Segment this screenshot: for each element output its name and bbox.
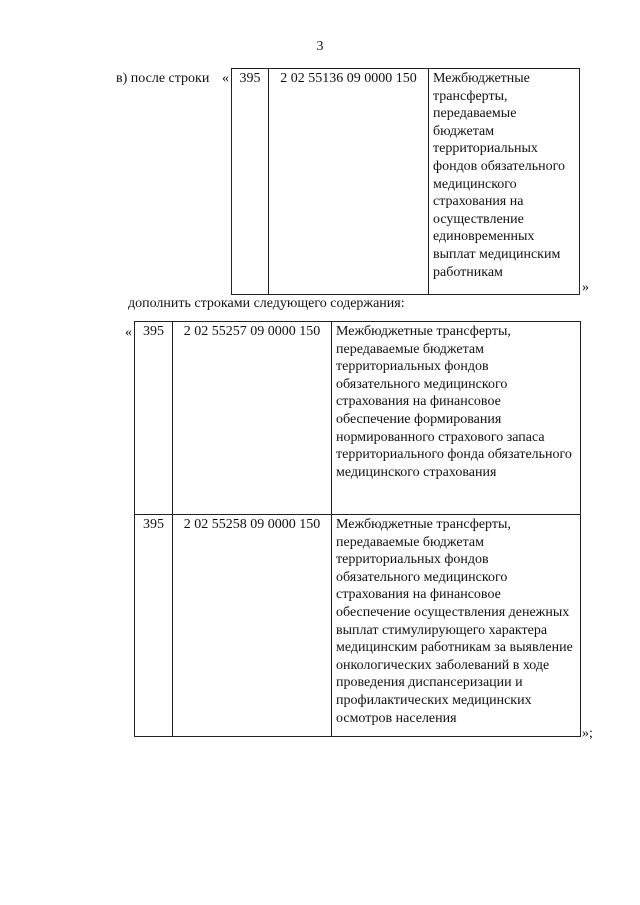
kbk-code-cell: 2 02 55136 09 0000 150 (269, 69, 429, 295)
table-row (135, 322, 581, 515)
row-code-cell: 395 (135, 322, 173, 515)
table-row (232, 69, 580, 295)
description-cell: Межбюджетные трансферты, передаваемые бюджетам территориальных фондов обязательного медицинского страхования на осуществление единовременных выплат медицинским работникам (429, 69, 580, 295)
new-rows-table (134, 321, 581, 737)
row-code-cell: 395 (232, 69, 269, 295)
opening-quote: « (222, 71, 229, 86)
original-row-table (231, 68, 580, 295)
instruction-text: дополнить строками следующего содержания: (128, 296, 405, 311)
closing-quote: » (582, 280, 589, 295)
table-row (135, 515, 581, 737)
description-cell: Межбюджетные трансферты, передаваемые бюджетам территориальных фондов обязательного медицинского страхования на финансовое обеспечение осуществления денежных выплат стимулирующего характера медицинским работникам за выявление онкологических заболеваний в ходе проведения диспансеризации и профилактических медицинских осмотров населения (332, 515, 581, 737)
kbk-code-cell: 2 02 55257 09 0000 150 (173, 322, 332, 515)
intro-text: в) после строки (116, 71, 210, 86)
page-number: 3 (316, 39, 324, 54)
description-cell: Межбюджетные трансферты, передаваемые бюджетам территориальных фондов обязательного медицинского страхования на финансовое обеспечение формирования нормированного страхового запаса территориального фонда обязательного медицинского страхования (332, 322, 581, 515)
row-code-cell: 395 (135, 515, 173, 737)
opening-quote: « (125, 325, 132, 340)
kbk-code-cell: 2 02 55258 09 0000 150 (173, 515, 332, 737)
closing-quote-semicolon: »; (582, 726, 593, 741)
